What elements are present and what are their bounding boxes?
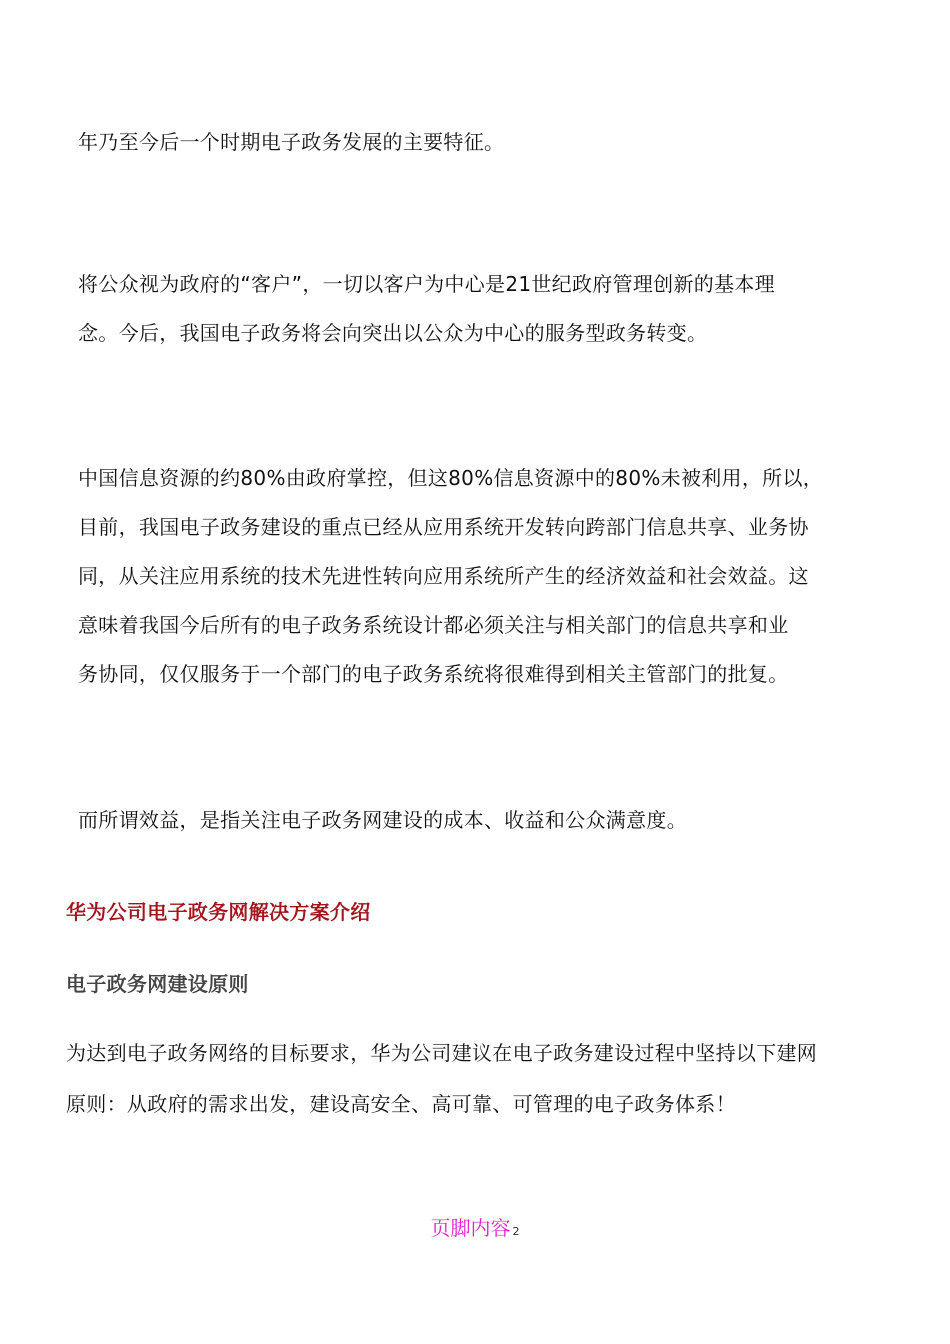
text-line: 原则：从政府的需求出发，建设高安全、高可靠、可管理的电子政务体系！: [66, 1092, 736, 1116]
paragraph-construction-principles: [66, 1028, 817, 1130]
page-footer: [0, 1214, 950, 1246]
paragraph-information-resources: [78, 454, 823, 699]
text-line: 将公众视为政府的“客户”，一切以客户为中心是21世纪政府管理创新的基本理: [78, 272, 775, 296]
text-line: 为达到电子政务网络的目标要求，华为公司建议在电子政务建设过程中坚持以下建网: [66, 1041, 818, 1065]
text-line: 目前，我国电子政务建设的重点已经从应用系统开发转向跨部门信息共享、业务协: [78, 515, 809, 539]
text-line: 意味着我国今后所有的电子政务系统设计都必须关注与相关部门的信息共享和业: [78, 613, 789, 637]
text-line: 年乃至今后一个时期电子政务发展的主要特征。: [78, 130, 505, 154]
text-line: 而所谓效益，是指关注电子政务网建设的成本、收益和公众满意度。: [78, 808, 687, 832]
text-line: 务协同，仅仅服务于一个部门的电子政务系统将很难得到相关主管部门的批复。: [78, 662, 789, 686]
text-line: 同，从关注应用系统的技术先进性转向应用系统所产生的经济效益和社会效益。这: [78, 564, 809, 588]
paragraph-public-as-customer: [78, 260, 775, 358]
section-title: 华为公司电子政务网解决方案介绍: [66, 900, 371, 924]
text-line: 中国信息资源的约80%由政府掌控，但这80%信息资源中的80%未被利用，所以，: [78, 466, 824, 490]
paragraph-development-features: [78, 118, 504, 167]
footer-label: 页脚内容: [430, 1216, 511, 1240]
text-line: 念。今后，我国电子政务将会向突出以公众为中心的服务型政务转变。: [78, 321, 708, 345]
page-number: 2: [512, 1225, 520, 1238]
paragraph-benefits: [78, 796, 687, 845]
section-subtitle: 电子政务网建设原则: [66, 972, 249, 996]
